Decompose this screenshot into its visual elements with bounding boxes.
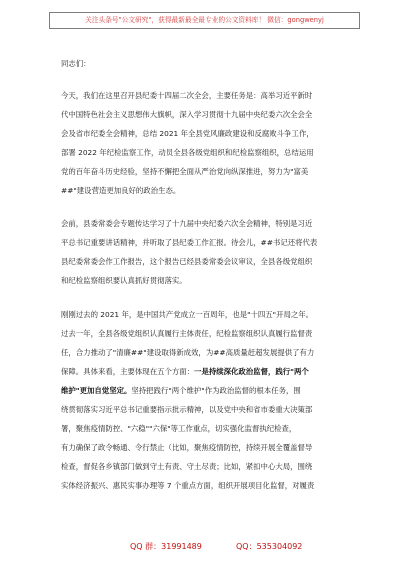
footer-contact [0,541,408,557]
paragraph-1-line: 今天，我们在这里召开县纪委十四届二次全会，主要任务是：高举习近平新时 [61,91,313,100]
paragraph-3-text: 坚持把践行"两个维护"作为政治监督的根本任务，围 [131,386,301,395]
paragraph-3-line: 实体经济振兴、惠民实事办理等 7 个重点方面，组织开展项目化监督，对履责 [61,481,315,490]
bold-heading-part-1: 一是持续深化政治监督，践行"两个 [194,367,309,376]
paragraph-1-line: 会及省市纪委全会精神，总结 2021 年全县党风廉政建设和反腐败斗争工作， [61,129,314,138]
footer-qq-number: QQ：535304092 [236,542,303,551]
paragraph-2-line: 和纪检监察组织要认真抓好贯彻落实。 [61,276,187,285]
paragraph-3-line: 过去一年，全县各级党组织认真履行主体责任，纪检监察组织认真履行监督责 [61,329,313,338]
paragraph-1-line: 代中国特色社会主义思想伟大旗帜，深入学习贯彻十九届中央纪委六次全会全 [61,110,313,119]
paragraph-1-line: ##"建设营造更加良好的政治生态。 [61,186,181,195]
footer-qq-group: QQ 群：31991489 [130,542,202,551]
paragraph-3-line [61,367,309,377]
paragraph-3-line: 署，聚焦疫情防控、"六稳""六保"等工作重点，切实强化监督执纪检查， [61,424,297,433]
paragraph-3-line: 任，合力推动了"清廉##"建设取得新成效，为##高质量赶超发展提供了有力 [61,348,315,357]
paragraph-3-line: 有力确保了政令畅通、令行禁止（比如，聚焦疫情防控，持续开展全覆盖督导 [61,443,313,452]
paragraph-2-line: 会前，县委常委会专题传达学习了十九届中央纪委六次全会精神，特别是习近 [61,219,313,228]
paragraph-3-line: 刚刚过去的 2021 年，是中国共产党成立一百周年，也是"十四五"开局之年。 [61,310,314,319]
paragraph-3-line: 绕贯彻落实习近平总书记重要指示批示精神，以及党中央和省市委重大决策部 [61,405,313,414]
paragraph-3-line: 检查，督促各乡镇部门做到守土有责、守土尽责；比如，紧扣中心大局，围绕 [61,462,313,471]
paragraph-2-line: 平总书记重要讲话精神，并听取了县纪委工作汇报。待会儿，##书记还将代表 [61,238,318,247]
paragraph-1-line: 部署 2022 年纪检监察工作，动员全县各级党组织和纪检监察组织，总结运用 [61,148,314,157]
paragraph-2-line: 县纪委常委会作工作报告，这个报告已经县委常委会议审议，全县各级党组织 [61,257,313,266]
bold-heading-part-2: 维护"更加自觉坚定。 [61,386,132,395]
salutation: 同志们： [61,59,91,68]
header-notice-text: 关注头条号"公文研究"，获得最新最全最专业的公文资料库！ 微信：gongwenyj [85,16,324,24]
paragraph-3-line [61,386,301,396]
paragraph-1-line: 党的百年奋斗历史经验，坚持不懈把全面从严治党向纵深推进，努力为"富美 [61,167,309,176]
header-notice-box [49,12,360,29]
paragraph-3-text: 保障。具体来看，主要体现在五个方面： [61,367,195,376]
